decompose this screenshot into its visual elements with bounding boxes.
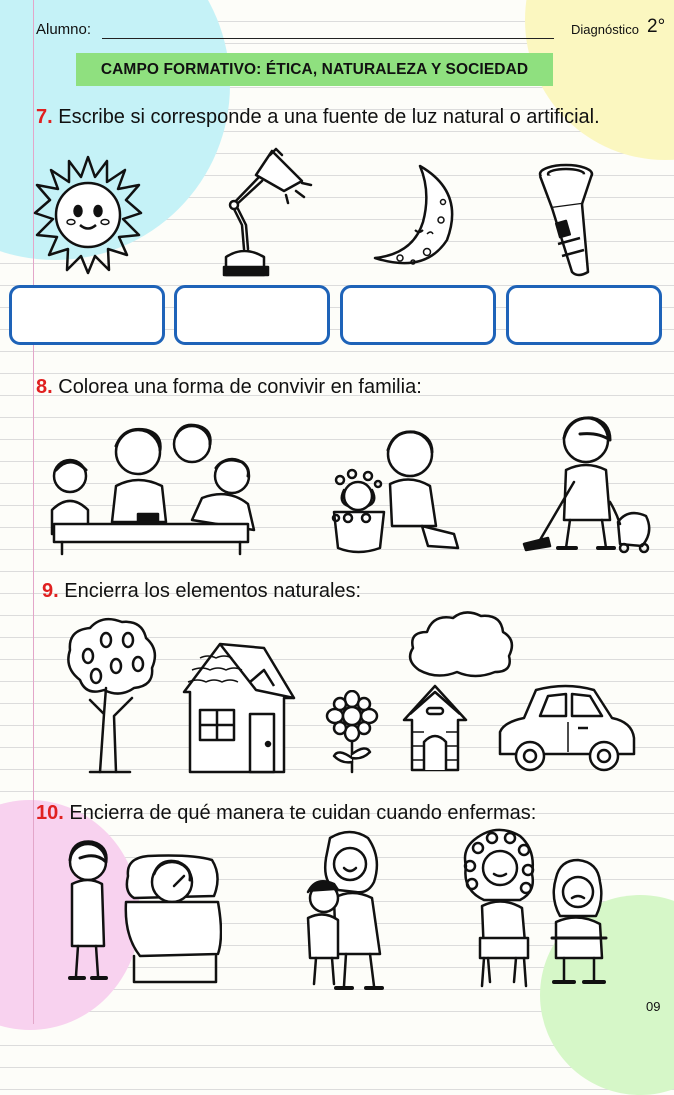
question-number: 7. (36, 106, 53, 128)
question-number: 8. (36, 376, 53, 398)
answer-box-moon[interactable] (340, 285, 496, 345)
parent-with-child-icon[interactable] (296, 828, 396, 992)
house-icon[interactable] (180, 640, 298, 776)
child-washing-dog-icon[interactable] (318, 422, 468, 556)
child-vacuuming-icon[interactable] (518, 412, 658, 558)
page-number: 09 (646, 999, 661, 1014)
question-7 (36, 106, 600, 129)
question-9 (42, 580, 361, 603)
answer-box-flashlight[interactable] (506, 285, 662, 345)
sun-icon (33, 155, 143, 275)
question-text: Encierra los elementos naturales: (58, 580, 362, 602)
question-10 (36, 802, 536, 825)
answer-box-sun[interactable] (9, 285, 165, 345)
student-label: Alumno: (36, 21, 92, 38)
doghouse-icon[interactable] (402, 682, 468, 774)
family-at-table-icon[interactable] (42, 414, 262, 558)
grade-label: 2° (647, 16, 666, 37)
question-text: Encierra de qué manera te cuidan cuando enfermas: (63, 802, 537, 824)
margin-line (33, 0, 34, 1024)
question-text: Colorea una forma de convivir en familia: (52, 376, 422, 398)
question-text: Escribe si corresponde a una fuente de luz natural o artificial. (52, 106, 600, 128)
child-comforting-child-icon[interactable] (456, 826, 616, 990)
diagnostic-label: Diagnóstico (571, 22, 639, 37)
question-number: 10. (36, 802, 64, 824)
car-icon[interactable] (494, 682, 638, 778)
crescent-moon-icon (365, 162, 460, 274)
answer-box-lamp[interactable] (174, 285, 330, 345)
child-sick-in-bed-icon[interactable] (62, 836, 222, 988)
flower-icon[interactable] (324, 690, 380, 774)
banner-title: CAMPO FORMATIVO: ÉTICA, NATURALEZA Y SOCIEDAD (76, 53, 553, 86)
desk-lamp-icon (214, 145, 314, 280)
question-number: 9. (42, 580, 59, 602)
tree-icon[interactable] (60, 616, 160, 776)
student-name-line[interactable] (102, 38, 554, 39)
question-8 (36, 376, 422, 399)
flashlight-icon (528, 160, 608, 280)
cloud-icon[interactable] (405, 608, 517, 680)
header (36, 14, 666, 44)
